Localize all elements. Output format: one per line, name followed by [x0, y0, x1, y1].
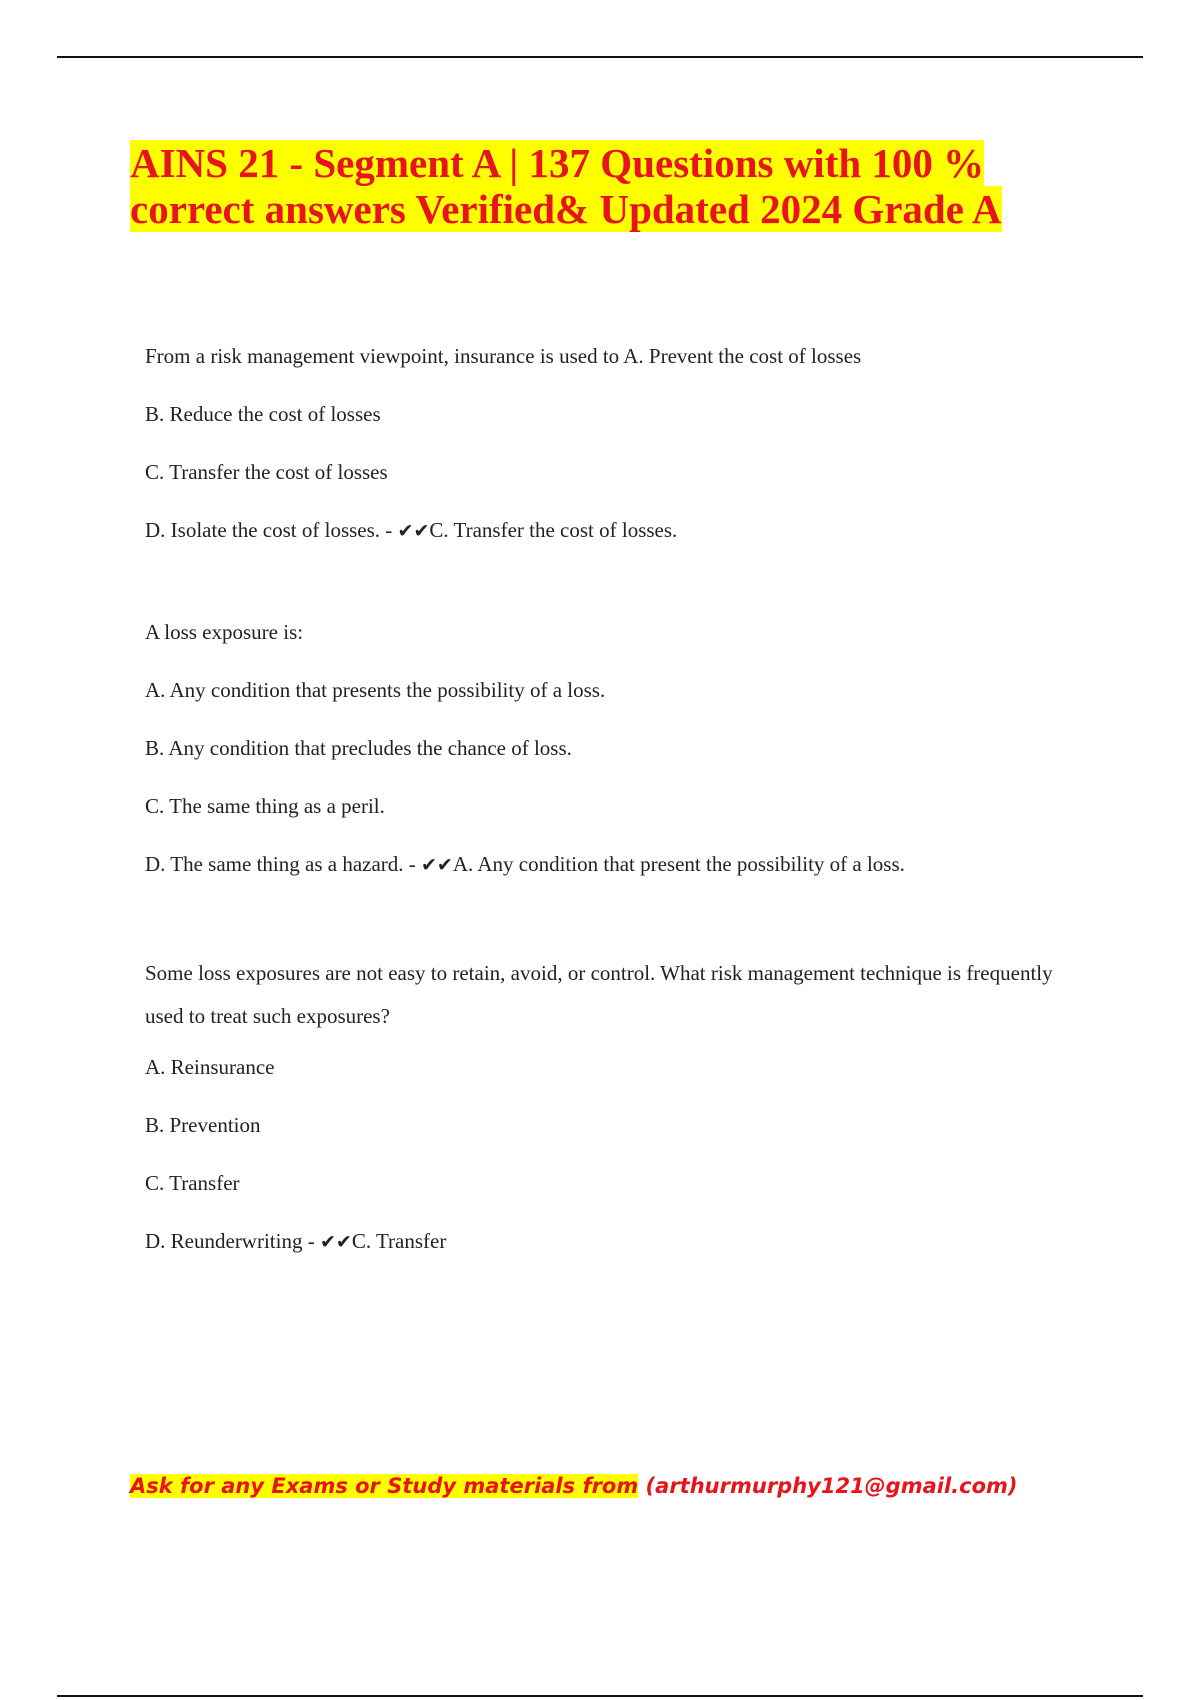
question-stem: From a risk management viewpoint, insurance is used to A. Prevent the cost of losses: [145, 344, 862, 368]
answer-option: D. Reunderwriting -: [145, 1229, 320, 1253]
contact-email: (arthurmurphy121@gmail.com): [638, 1474, 1018, 1498]
answer-option: A. Any condition that presents the possibility of a loss.: [145, 678, 606, 702]
question-stem: A loss exposure is:: [145, 620, 304, 644]
correct-answer: C. Transfer: [351, 1229, 447, 1253]
answer-option: D. Isolate the cost of losses. -: [145, 518, 398, 542]
answer-option: C. The same thing as a peril.: [145, 794, 385, 818]
answer-option: C. Transfer the cost of losses: [145, 460, 388, 484]
answer-option: C. Transfer: [145, 1171, 240, 1195]
top-rule: [57, 56, 1143, 58]
title-highlight: AINS 21 - Segment A | 137 Questions with 100 % correct answers Verified& Updated 2024 Grade A: [130, 140, 1002, 232]
answer-option: D. The same thing as a hazard. -: [145, 852, 422, 876]
footer-highlight: Ask for any Exams or Study materials from: [130, 1474, 639, 1498]
footer-note: [130, 1472, 1018, 1500]
check-icon: ✔✔: [319, 1231, 352, 1253]
question-block: [145, 342, 1095, 546]
question-block: [145, 952, 1095, 1257]
document-title: [130, 140, 1090, 232]
answer-option: B. Reduce the cost of losses: [145, 402, 381, 426]
document-body: [145, 342, 1095, 1257]
correct-answer: C. Transfer the cost of losses.: [429, 518, 678, 542]
question-block: [145, 618, 1095, 880]
answer-option: B. Prevention: [145, 1113, 261, 1137]
check-icon: ✔✔: [421, 854, 453, 876]
bottom-rule: [57, 1695, 1143, 1697]
answer-option: B. Any condition that precludes the chance of loss.: [145, 736, 572, 760]
answer-option: A. Reinsurance: [145, 1055, 275, 1079]
question-stem: Some loss exposures are not easy to retain, avoid, or control. What risk management technique is frequently used to treat such exposures?: [145, 961, 1053, 1028]
correct-answer: A. Any condition that present the possibility of a loss.: [452, 852, 905, 876]
answer-option-with-key: [145, 516, 1095, 546]
answer-option-with-key: [145, 1227, 1095, 1257]
answer-option-with-key: [145, 850, 1095, 880]
check-icon: ✔✔: [397, 520, 430, 542]
